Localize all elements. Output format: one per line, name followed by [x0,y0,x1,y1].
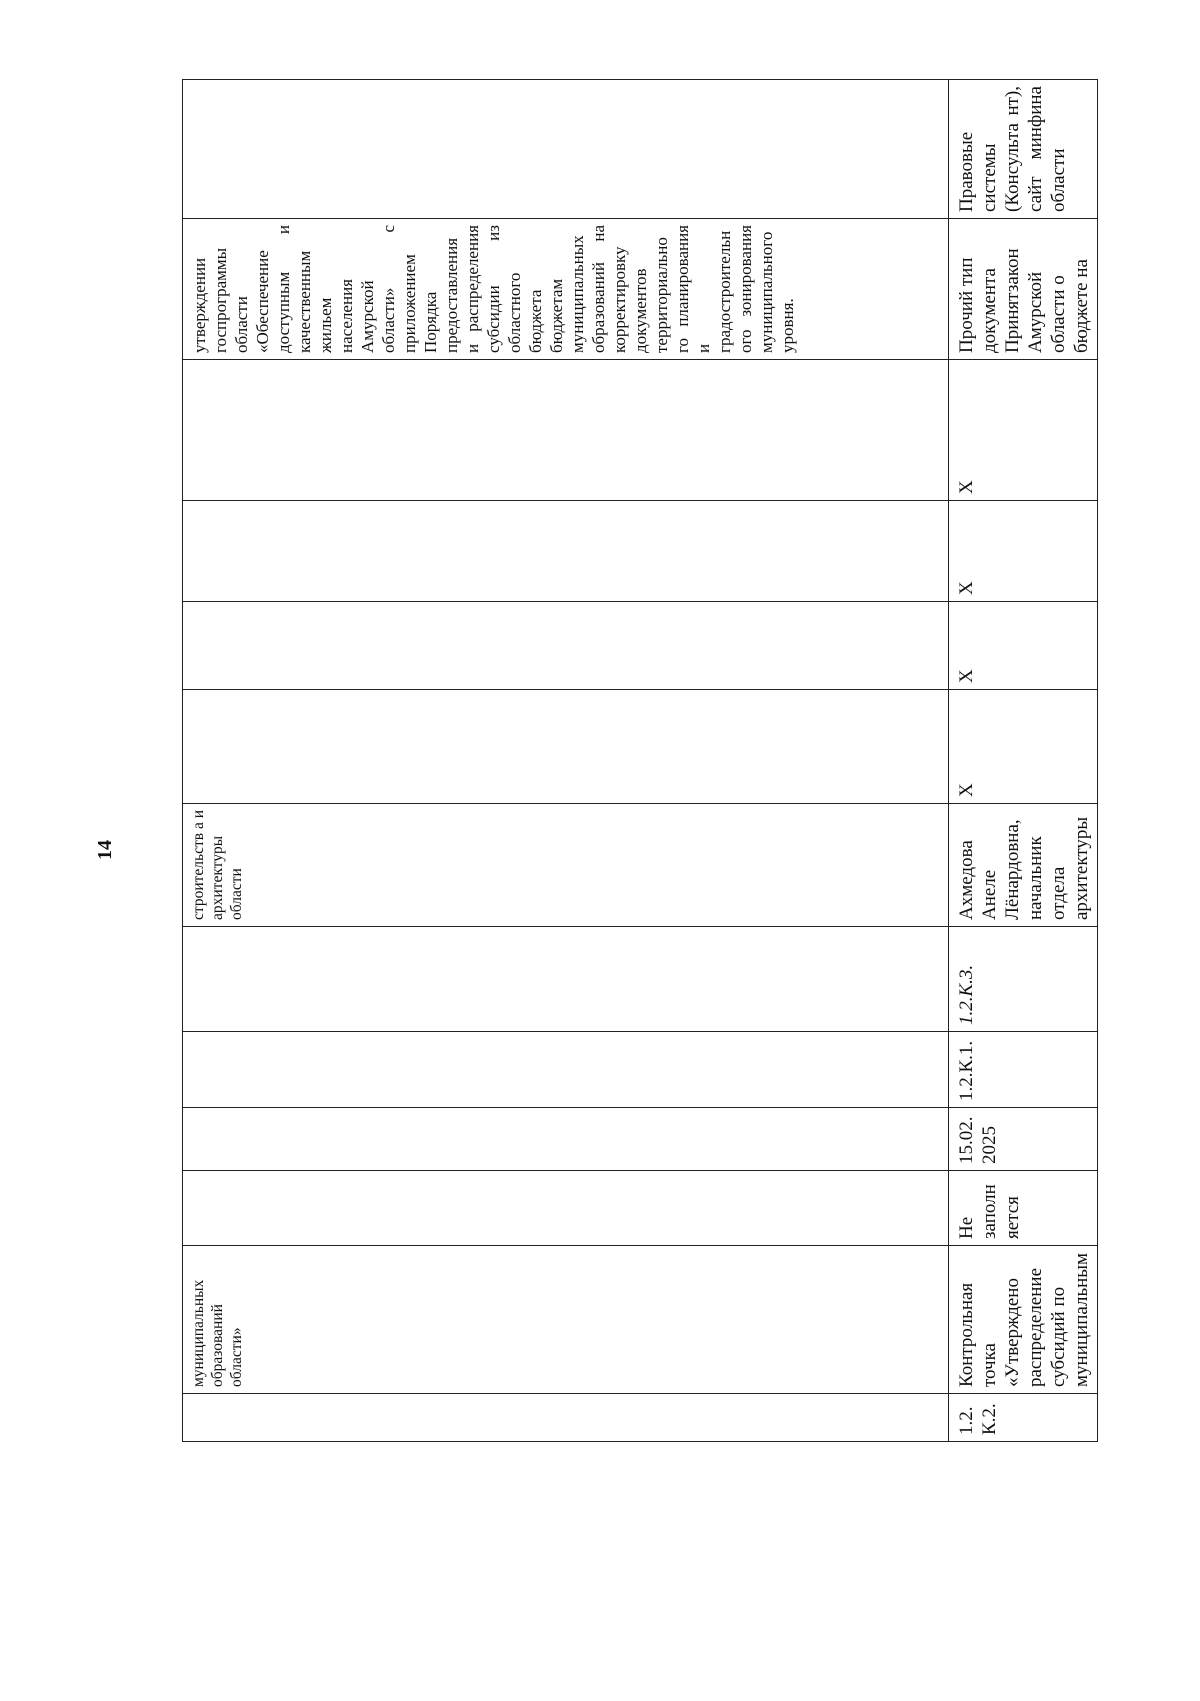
cell-number: 1.2. К.2. [949,1394,1098,1442]
cell-end-empty [183,1108,949,1171]
cell-mark-2: Х [949,602,1098,690]
cell-start-empty [183,1171,949,1246]
cell-successor: 1.2.К.3. [949,927,1098,1032]
cell-responsible-tail: строительств а и архитектуры области [183,804,949,927]
cell-mark-3: Х [949,501,1098,602]
cell-mark-4-empty [183,360,949,501]
cell-end-date: 15.02. 2025 [949,1108,1098,1171]
cell-predecessor: 1.2.К.1. [949,1032,1098,1108]
cell-mark-4: Х [949,360,1098,501]
cell-mark-1-empty [183,690,949,804]
cell-mark-2-empty [183,602,949,690]
cell-task-name: Контрольная точка «Утверждено распределение субсидий по муниципальным [949,1246,1098,1394]
cell-document-tail: утверждении госпрограммы области «Обеспечение доступным и качественным жильем населения Амурской области» с приложением Порядка предоставления и распределения субсидии из областного бюджета бюджетам муниципальных образований на корректировку документов территориально го планирования и градостроительн ого зонирования муниципального уровня. [183,219,949,360]
cell-document: Прочий тип документа Принятзакон Амурской области о бюджете на [949,219,1098,360]
cell-task-name-tail: муниципальных образований области» [183,1246,949,1394]
cell-predecessor-empty [183,1032,949,1108]
cell-responsible: Ахмедова Анеле Лёнардовна, начальник отдела архитектуры [949,804,1098,927]
table-row-main [949,80,1098,1442]
cell-number-empty [183,1394,949,1442]
cell-start-date: Не заполн яется [949,1171,1098,1246]
table-row-continued [183,80,949,1442]
cell-mark-3-empty [183,501,949,602]
cell-mark-1: Х [949,690,1098,804]
rotated-table-frame [182,80,1092,1442]
cell-info-system-empty [183,80,949,219]
plan-table [182,79,1098,1442]
cell-successor-empty [183,927,949,1032]
cell-info-system: Правовые системы (Консульта нт), сайт минфина области [949,80,1098,219]
page-number: 14 [94,840,116,860]
